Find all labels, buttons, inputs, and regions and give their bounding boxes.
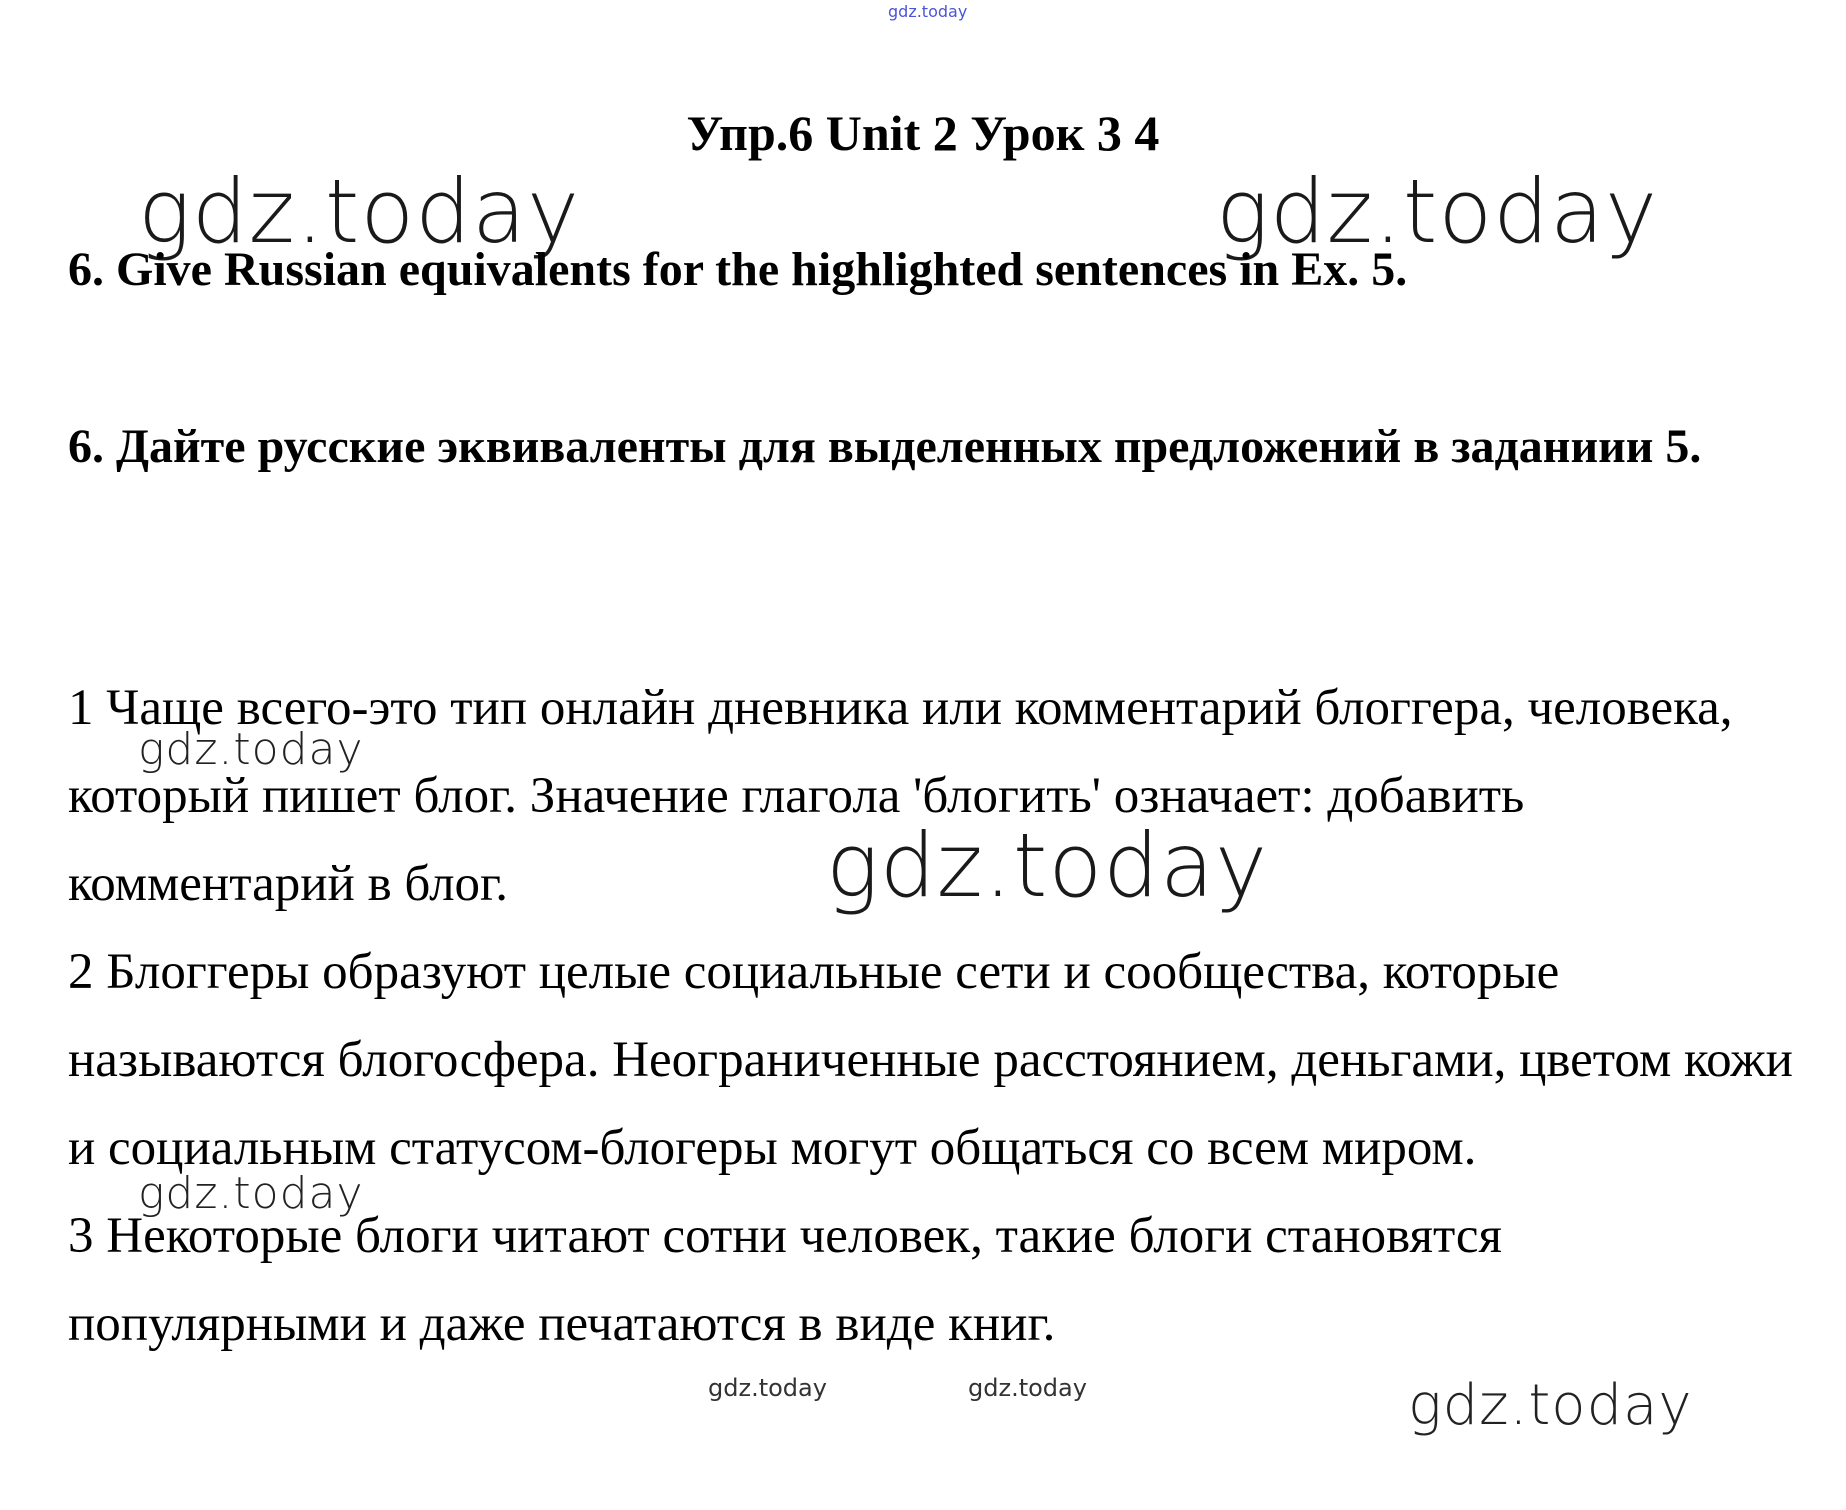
watermark-bottom-small-a: gdz.today	[708, 1374, 827, 1402]
task-russian: 6. Дайте русские эквиваленты для выделенных предложений в заданиии 5.	[68, 420, 1702, 473]
answer-item: 2 Блоггеры образуют целые социальные сети и сообщества, которые называются блогосфера. Неограниченные расстоянием, деньгами, цветом кожи и социальным статусом-блогеры могут общаться со всем миром.	[68, 944, 1793, 1176]
watermark-answer2: gdz.today	[138, 1168, 364, 1219]
watermark-answer1: gdz.today	[138, 724, 364, 775]
watermark-answer1-big: gdz.today	[826, 814, 1269, 917]
answer-item: 1 Чаще всего-это тип онлайн дневника или комментарий блоггера, человека, который пишет блог. Значение глагола 'блогить' означает: добавить комментарий в блог.	[68, 680, 1733, 912]
watermark-top: gdz.today	[888, 2, 968, 21]
watermark-left: gdz.today	[138, 160, 581, 263]
watermark-right: gdz.today	[1216, 160, 1659, 263]
answer-item: 3 Некоторые блоги читают сотни человек, такие блоги становятся популярными и даже печатаются в виде книг.	[68, 1208, 1503, 1352]
page-title: Упр.6 Unit 2 Урок 3 4	[686, 105, 1160, 161]
task-english: 6. Give Russian equivalents for the highlighted sentences in Ex. 5.	[68, 243, 1408, 296]
watermark-bottom-small-b: gdz.today	[968, 1374, 1087, 1402]
watermark-bottom-right: gdz.today	[1408, 1373, 1693, 1438]
